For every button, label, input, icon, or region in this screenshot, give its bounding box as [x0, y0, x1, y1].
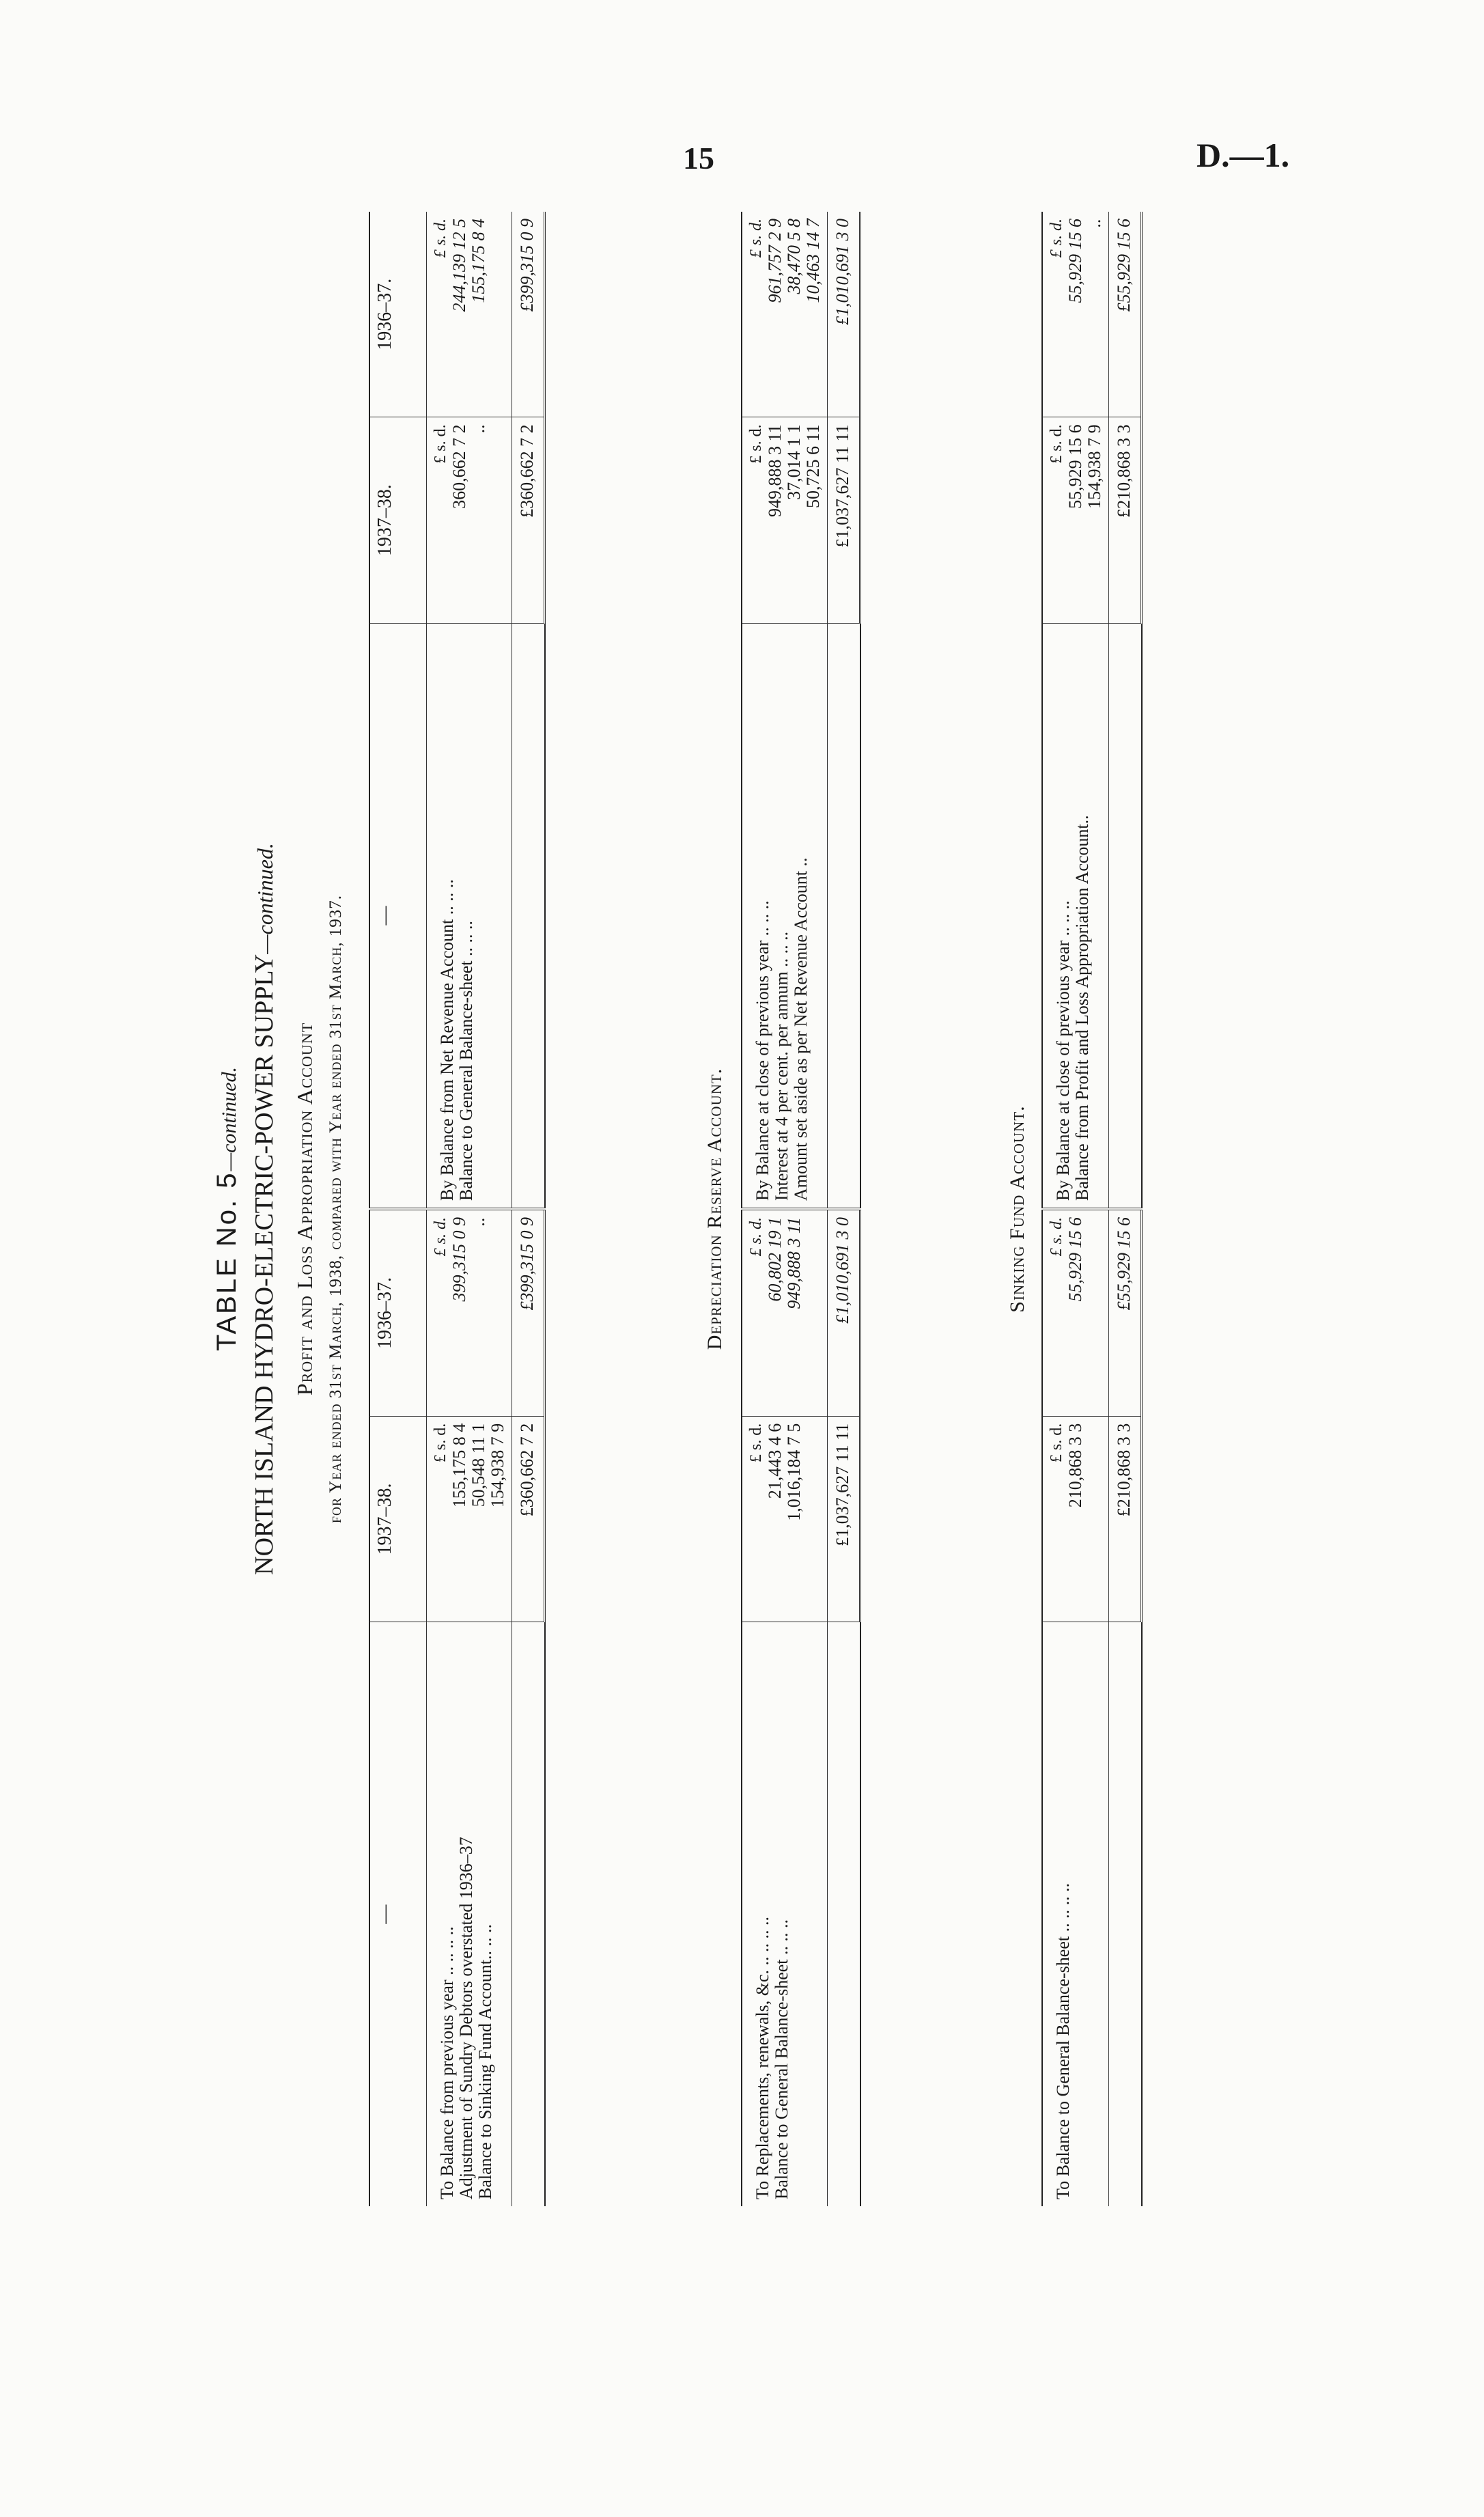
col-header-1937: 1936–37. [369, 212, 427, 417]
credit-1937: £ s. d. 55,929 15 6 .. [1042, 212, 1109, 417]
table-row [742, 212, 828, 2206]
credit-total-1938: £1,037,627 11 11 [828, 417, 860, 623]
organisation-heading: NORTH ISLAND HYDRO-ELECTRIC-POWER SUPPLY—continued. [250, 843, 279, 1575]
debit-1938: £ s. d. 155,175 8 4 50,548 11 1 154,938 7 9 [427, 1416, 512, 1622]
debit-descriptions: To Balance from previous year .. .. .. .. Adjustment of Sundry Debtors overstated 1936–37 Balance to Sinking Fund Account.. .. .. [437, 1837, 495, 2199]
document-reference: D.—1. [1196, 136, 1290, 174]
table-row [1042, 212, 1109, 2206]
credit-descriptions: By Balance from Net Revenue Account .. .. .. Balance to General Balance-sheet .. .. .. [427, 623, 512, 1209]
sinking-fund-account-title: Sinking Fund Account. [1006, 1105, 1028, 1313]
credit-total-1938: £210,868 3 3 [1109, 417, 1142, 623]
credit-descriptions: By Balance at close of previous year .. .. .. Interest at 4 per cent. per annum .. .. .. Amount set aside as per Net Revenue Account .. [742, 623, 828, 1209]
debit-1937: £ s. d. 399,315 0 9 .. [427, 1209, 512, 1416]
table-heading: TABLE No. 5—continued. [212, 1067, 242, 1351]
col-header-1938: 1937–38. [369, 417, 427, 623]
col-header-1938: 1937–38. [369, 1416, 427, 1622]
col-header-blank: — [369, 1622, 427, 2206]
depreciation-account-title: Depreciation Reserve Account. [703, 1068, 726, 1350]
depreciation-reserve-table [741, 212, 861, 2206]
debit-total-1937: £399,315 0 9 [512, 1209, 545, 1416]
credit-1938: £ s. d. 360,662 7 2 .. [427, 417, 512, 623]
credit-1937: £ s. d. 244,139 12 5 155,175 8 4 [427, 212, 512, 417]
table-row [427, 212, 512, 2206]
credit-total-1938: £360,662 7 2 [512, 417, 545, 623]
sinking-fund-table [1041, 212, 1143, 2206]
totals-row [828, 212, 860, 2206]
pl-appropriation-table [369, 212, 546, 2206]
col-header-blank: — [369, 623, 427, 1209]
debit-1938: £ s. d. 21,443 4 6 1,016,184 7 5 [742, 1416, 828, 1622]
credit-1938: £ s. d. 949,888 3 11 37,014 1 1 50,725 6 11 [742, 417, 828, 623]
col-header-1937: 1936–37. [369, 1209, 427, 1416]
pl-account-subtitle: for Year ended 31st March, 1938, compared with Year ended 31st March, 1937. [326, 894, 345, 1524]
debit-1937: £ s. d. 55,929 15 6 [1042, 1209, 1109, 1416]
credit-1938: £ s. d. 55,929 15 6 154,938 7 9 [1042, 417, 1109, 623]
totals-row [512, 212, 545, 2206]
credit-total-1937: £1,010,691 3 0 [828, 212, 860, 417]
credit-1937: £ s. d. 961,757 2 9 38,470 5 8 10,463 14 7 [742, 212, 828, 417]
debit-descriptions: To Replacements, renewals, &c. .. .. .. .. Balance to General Balance-sheet .. .. .. [753, 1916, 792, 2199]
debit-total-1937: £55,929 15 6 [1109, 1209, 1142, 1416]
totals-row [1109, 212, 1142, 2206]
debit-total-1938: £360,662 7 2 [512, 1416, 545, 1622]
credit-total-1937: £399,315 0 9 [512, 212, 545, 417]
credit-total-1937: £55,929 15 6 [1109, 212, 1142, 417]
credit-descriptions: By Balance at close of previous year .. .. .. Balance from Profit and Loss Appropriation Account.. [1042, 623, 1109, 1209]
debit-total-1938: £210,868 3 3 [1109, 1416, 1142, 1622]
debit-1937: £ s. d. 60,802 19 1 949,888 3 11 [742, 1209, 828, 1416]
debit-total-1937: £1,010,691 3 0 [828, 1209, 860, 1416]
debit-1938: £ s. d. 210,868 3 3 [1042, 1416, 1109, 1622]
rotated-landscape-content [198, 212, 1250, 2206]
header-row [369, 212, 427, 2206]
debit-descriptions: To Balance to General Balance-sheet .. .. .. .. [1053, 1882, 1073, 2199]
page-number: 15 [683, 141, 714, 176]
pl-account-title: Profit and Loss Appropriation Account [292, 1022, 317, 1396]
debit-total-1938: £1,037,627 11 11 [828, 1416, 860, 1622]
